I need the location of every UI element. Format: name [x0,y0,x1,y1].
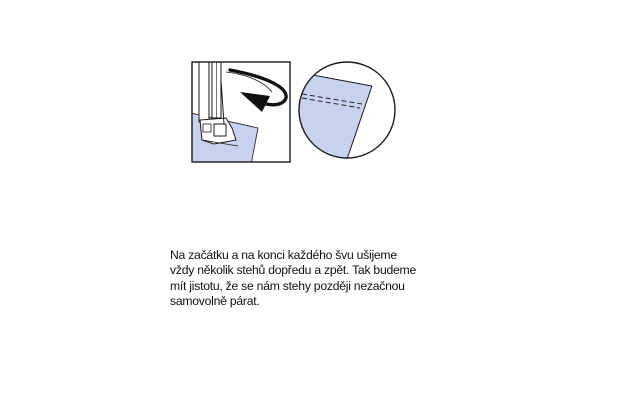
caption-line: samovolně párat. [170,293,260,308]
caption-line: mít jistotu, že se nám stehy později nezačnou [170,278,405,293]
instruction-caption [170,248,430,309]
fabric-edge-backstitch-detail-icon [296,62,395,162]
caption-line: vždy několik stehů dopředu a zpět. Tak budeme [170,263,416,278]
presser-foot-reverse-stitch-icon [186,62,290,170]
caption-line: Na začátku a na konci každého švu ušijeme [170,248,397,262]
